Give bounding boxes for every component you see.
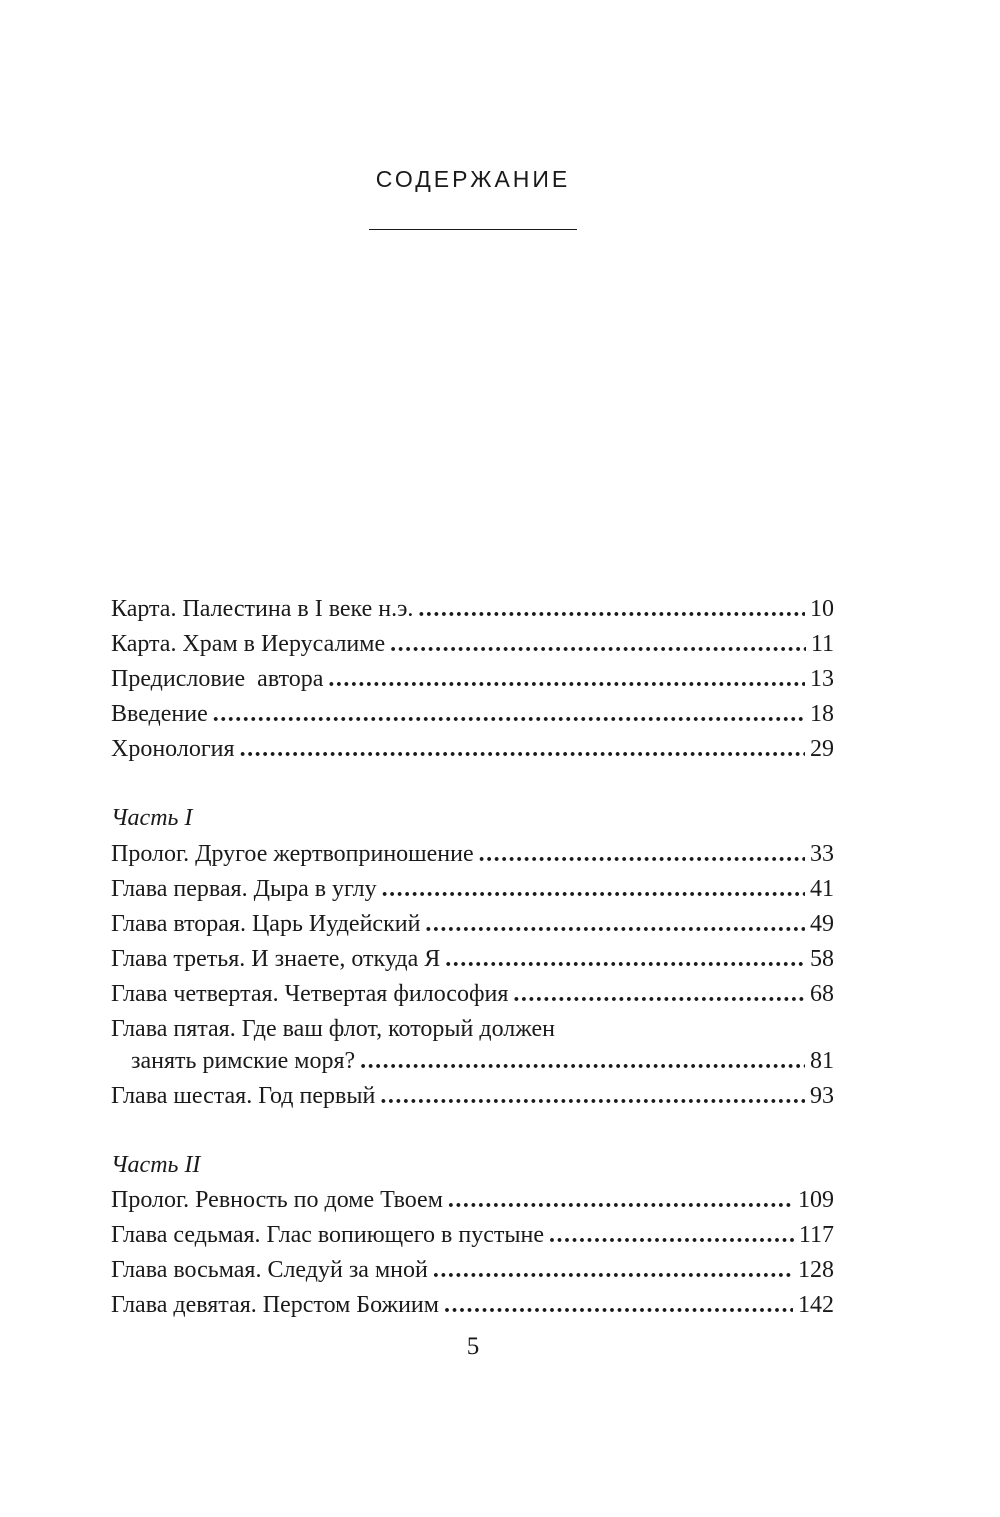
toc-entry-page: 33 <box>810 841 834 867</box>
page-number: 5 <box>466 1333 480 1360</box>
toc-entry-label-line2: занять римские моря? <box>131 1048 356 1074</box>
toc-entry <box>111 1255 834 1285</box>
dot-leader <box>433 1255 793 1285</box>
dot-leader <box>380 1081 805 1111</box>
dot-leader <box>549 1220 794 1250</box>
toc-entry-page: 58 <box>810 946 834 972</box>
toc-entry <box>111 909 834 939</box>
toc-entry <box>111 979 834 1009</box>
toc-entry <box>111 699 834 729</box>
dot-leader <box>418 594 805 624</box>
toc-entry-label: Хронология <box>111 736 235 762</box>
toc-entry-label: Введение <box>111 701 208 727</box>
toc-entry-page: 117 <box>798 1222 834 1248</box>
toc-entry <box>111 1081 834 1111</box>
toc-entry-page: 18 <box>810 701 834 727</box>
toc-entry-page: 109 <box>798 1187 834 1213</box>
toc-entry <box>131 1046 834 1076</box>
part-heading: Часть II <box>111 1152 201 1178</box>
toc-entry-label: Пролог. Ревность по доме Твоем <box>111 1187 443 1213</box>
dot-leader <box>479 839 805 869</box>
toc-entry-label: Карта. Палестина в I веке н.э. <box>111 596 414 622</box>
toc-entry-page: 13 <box>810 666 834 692</box>
part-heading: Часть I <box>111 805 193 831</box>
toc-entry <box>111 664 834 694</box>
toc-entry-label: Глава третья. И знаете, откуда Я <box>111 946 441 972</box>
dot-leader <box>328 664 805 694</box>
toc-entry-label: Глава восьмая. Следуй за мной <box>111 1257 428 1283</box>
toc-entry-page: 10 <box>810 596 834 622</box>
toc-entry-label: Глава девятая. Перстом Божиим <box>111 1292 439 1318</box>
toc-entry <box>111 944 834 974</box>
title-underline <box>369 229 577 230</box>
toc-entry <box>111 629 834 659</box>
toc-entry-page: 68 <box>810 981 834 1007</box>
toc-entry-page: 41 <box>810 876 834 902</box>
toc-entry-label: Карта. Храм в Иерусалиме <box>111 631 386 657</box>
toc-entry-page: 128 <box>798 1257 834 1283</box>
toc-entry-label: Глава четвертая. Четвертая философия <box>111 981 509 1007</box>
toc-entry <box>111 1185 834 1215</box>
toc-title: СОДЕРЖАНИЕ <box>375 166 571 192</box>
dot-leader <box>513 979 805 1009</box>
toc-entry-label: Предисловие автора <box>111 666 324 692</box>
dot-leader <box>382 874 805 904</box>
dot-leader <box>425 909 805 939</box>
toc-entry-page: 81 <box>810 1048 834 1074</box>
toc-entry-page: 142 <box>798 1292 834 1318</box>
toc-entry <box>111 594 834 624</box>
toc-entry <box>111 1220 834 1250</box>
toc-entry-label: Глава седьмая. Глас вопиющего в пустыне <box>111 1222 544 1248</box>
dot-leader <box>360 1046 805 1076</box>
toc-entry <box>111 1290 834 1320</box>
toc-entry-page: 93 <box>810 1083 834 1109</box>
dot-leader <box>240 734 805 764</box>
toc-entry <box>111 874 834 904</box>
toc-entry-page: 29 <box>810 736 834 762</box>
toc-entry-label: Глава шестая. Год первый <box>111 1083 376 1109</box>
dot-leader <box>390 629 806 659</box>
dot-leader <box>448 1185 793 1215</box>
dot-leader <box>445 944 805 974</box>
toc-entry-label: Глава первая. Дыра в углу <box>111 876 377 902</box>
toc-entry-label-line1: Глава пятая. Где ваш флот, который должен <box>111 1016 555 1042</box>
toc-entry-label: Глава вторая. Царь Иудейский <box>111 911 421 937</box>
dot-leader <box>444 1290 793 1320</box>
toc-entry-page: 11 <box>810 631 834 657</box>
toc-entry-page: 49 <box>810 911 834 937</box>
dot-leader <box>213 699 805 729</box>
toc-entry-label: Пролог. Другое жертвоприношение <box>111 841 474 867</box>
toc-entry <box>111 839 834 869</box>
toc-entry <box>111 734 834 764</box>
